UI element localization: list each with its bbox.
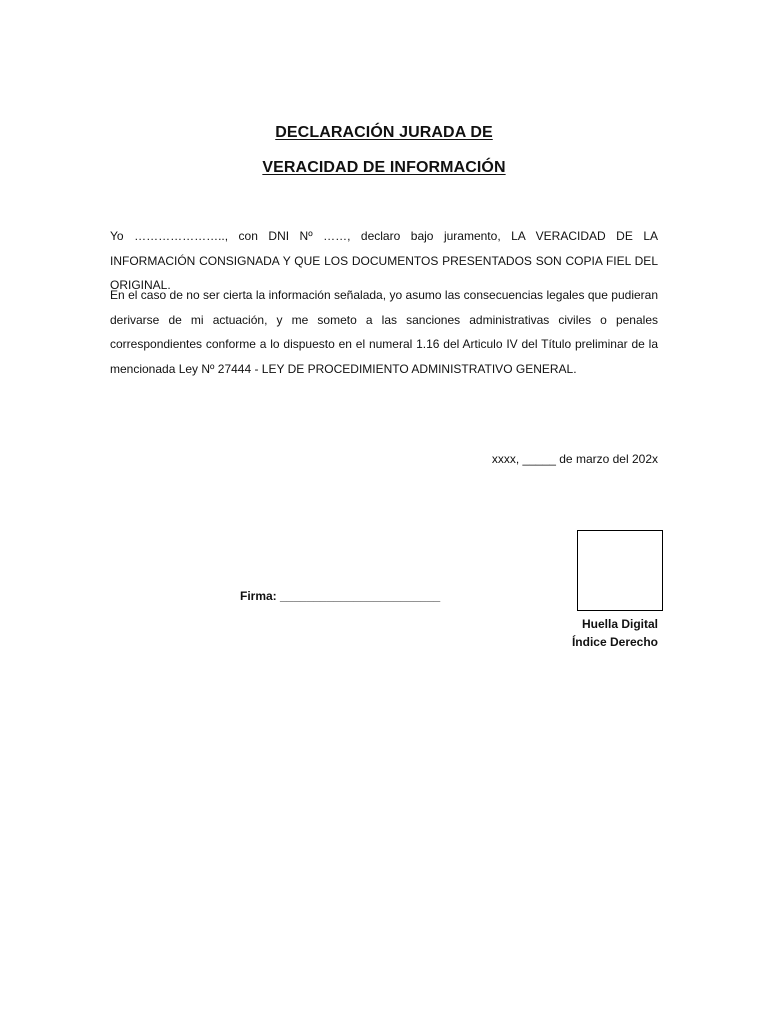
document-title-line1: DECLARACIÓN JURADA DE <box>275 124 493 141</box>
document-title-line2: VERACIDAD DE INFORMACIÓN <box>262 159 506 176</box>
fingerprint-label-line1: Huella Digital <box>581 617 658 631</box>
fingerprint-label-line2: Índice Derecho <box>571 635 658 649</box>
legal-consequences-paragraph: En el caso de no ser cierta la información señalada, yo asumo las consecuencias legales que pudieran derivarse de mi actuación, y me someto a las sanciones administrativas civiles o penales correspondientes conforme a lo dispuesto en el numeral 1.16 del Articulo IV del Título preliminar de la mencionada Ley Nº 27444 - LEY DE PROCEDIMIENTO ADMINISTRATIVO GENERAL. <box>110 288 658 376</box>
fingerprint-box <box>577 530 663 611</box>
signature-line: Firma: ________________________ <box>240 589 441 603</box>
date-line: xxxx, _____ de marzo del 202x <box>491 452 658 466</box>
declaration-paragraph: Yo ………………….., con DNI Nº ……, declaro bajo juramento, LA VERACIDAD DE LA INFORMACIÓN CONSIGNADA Y QUE LOS DOCUMENTOS PRESENTADOS SON COPIA FIEL DEL ORIGINAL. <box>110 229 658 292</box>
